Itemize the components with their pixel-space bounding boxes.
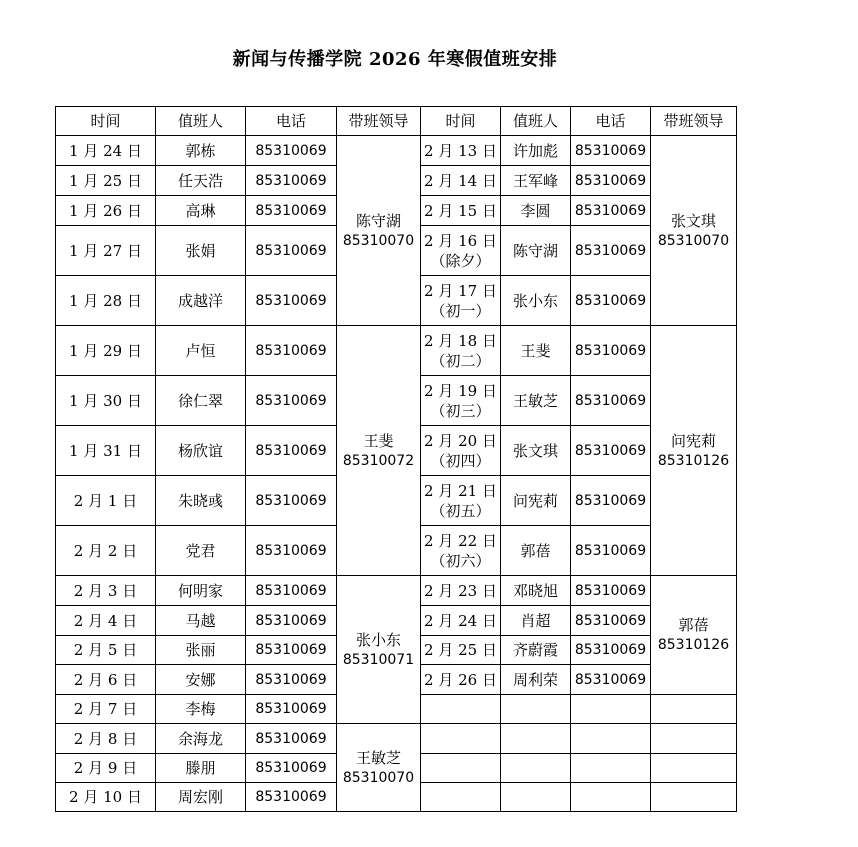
leader-phone: 85310070 [342,232,415,249]
phone-cell: 85310069 [571,376,651,426]
date-cell: 2 月 15 日 [421,196,501,226]
phone-cell: 85310069 [246,376,337,426]
phone-cell: 85310069 [571,326,651,376]
person-cell: 李梅 [156,695,246,724]
table-row [56,326,737,376]
leader-cell [337,136,421,326]
phone-cell: 85310069 [246,426,337,476]
leader-cell [337,576,421,724]
person-cell: 邓晓旭 [501,576,571,606]
person-cell: 张小东 [501,276,571,326]
duty-table [55,106,737,812]
phone-cell: 85310069 [571,636,651,665]
header-cell: 时间 [421,107,501,136]
person-cell: 朱晓彧 [156,476,246,526]
person-cell: 张丽 [156,636,246,665]
empty-cell [571,695,651,724]
date-cell [421,426,501,476]
phone-cell: 85310069 [246,196,337,226]
holiday-note: （初四） [430,451,491,470]
empty-cell [651,783,737,812]
phone-cell: 85310069 [571,136,651,166]
phone-cell: 85310069 [571,426,651,476]
date-cell: 1 月 29 日 [56,326,156,376]
date-text: 2 月 19 日 [424,381,497,400]
date-cell: 2 月 26 日 [421,665,501,695]
leader-name: 王斐 [363,431,394,450]
header-cell: 时间 [56,107,156,136]
person-cell: 何明家 [156,576,246,606]
phone-cell: 85310069 [571,606,651,636]
person-cell: 成越洋 [156,276,246,326]
person-cell: 齐蔚霞 [501,636,571,665]
person-cell: 李圆 [501,196,571,226]
phone-cell: 85310069 [571,476,651,526]
person-cell: 王军峰 [501,166,571,196]
date-cell [421,326,501,376]
date-cell: 1 月 31 日 [56,426,156,476]
phone-cell: 85310069 [246,665,337,695]
leader-cell [651,576,737,695]
person-cell: 徐仁翠 [156,376,246,426]
date-text: 2 月 20 日 [424,431,497,450]
empty-cell [501,724,571,754]
phone-cell: 85310069 [571,226,651,276]
header-cell: 电话 [246,107,337,136]
person-cell: 陈守湖 [501,226,571,276]
phone-cell: 85310069 [246,783,337,812]
date-cell: 1 月 26 日 [56,196,156,226]
header-cell: 带班领导 [651,107,737,136]
empty-cell [421,724,501,754]
person-cell: 王敏芝 [501,376,571,426]
header-cell: 值班人 [501,107,571,136]
phone-cell: 85310069 [246,636,337,665]
phone-cell: 85310069 [246,754,337,783]
person-cell: 滕朋 [156,754,246,783]
person-cell: 杨欣谊 [156,426,246,476]
date-cell: 2 月 8 日 [56,724,156,754]
phone-cell: 85310069 [246,576,337,606]
empty-cell [651,754,737,783]
date-cell [421,526,501,576]
date-cell: 2 月 7 日 [56,695,156,724]
leader-phone: 85310126 [657,452,730,469]
header-row [56,107,737,136]
date-cell: 2 月 25 日 [421,636,501,665]
person-cell: 肖超 [501,606,571,636]
header-cell: 带班领导 [337,107,421,136]
header-cell: 电话 [571,107,651,136]
empty-cell [421,754,501,783]
date-cell: 1 月 25 日 [56,166,156,196]
person-cell: 马越 [156,606,246,636]
date-cell: 2 月 9 日 [56,754,156,783]
phone-cell: 85310069 [571,576,651,606]
leader-name: 问宪莉 [670,431,716,450]
date-cell: 2 月 3 日 [56,576,156,606]
person-cell: 王斐 [501,326,571,376]
person-cell: 任天浩 [156,166,246,196]
header-cell: 值班人 [156,107,246,136]
date-cell: 2 月 2 日 [56,526,156,576]
empty-cell [651,724,737,754]
leader-phone: 85310070 [342,769,415,786]
leader-cell [337,724,421,812]
date-cell: 2 月 13 日 [421,136,501,166]
holiday-note: （除夕） [430,251,491,270]
date-text: 2 月 16 日 [424,231,497,250]
phone-cell: 85310069 [246,226,337,276]
date-text: 2 月 21 日 [424,481,497,500]
person-cell: 安娜 [156,665,246,695]
person-cell: 问宪莉 [501,476,571,526]
date-cell: 1 月 30 日 [56,376,156,426]
date-cell: 2 月 4 日 [56,606,156,636]
date-cell: 2 月 1 日 [56,476,156,526]
empty-cell [571,724,651,754]
date-cell [421,276,501,326]
leader-cell [651,326,737,576]
date-text: 2 月 22 日 [424,531,497,550]
person-cell: 许加彪 [501,136,571,166]
date-text: 2 月 18 日 [424,331,497,350]
phone-cell: 85310069 [246,606,337,636]
leader-phone: 85310071 [342,651,415,668]
empty-cell [501,783,571,812]
phone-cell: 85310069 [246,724,337,754]
date-cell: 1 月 27 日 [56,226,156,276]
phone-cell: 85310069 [571,166,651,196]
person-cell: 余海龙 [156,724,246,754]
date-cell: 2 月 6 日 [56,665,156,695]
date-cell: 2 月 24 日 [421,606,501,636]
date-cell: 1 月 28 日 [56,276,156,326]
leader-phone: 85310070 [657,232,730,249]
date-text: 2 月 17 日 [424,281,497,300]
leader-cell [651,136,737,326]
phone-cell: 85310069 [571,196,651,226]
empty-cell [571,754,651,783]
table-row [56,136,737,166]
date-cell: 2 月 5 日 [56,636,156,665]
holiday-note: （初六） [430,551,491,570]
table-row [56,724,737,754]
phone-cell: 85310069 [246,276,337,326]
person-cell: 郭栋 [156,136,246,166]
phone-cell: 85310069 [246,695,337,724]
holiday-note: （初三） [430,401,491,420]
phone-cell: 85310069 [246,476,337,526]
empty-cell [501,754,571,783]
person-cell: 卢恒 [156,326,246,376]
empty-cell [421,783,501,812]
person-cell: 党君 [156,526,246,576]
date-cell [421,376,501,426]
phone-cell: 85310069 [571,665,651,695]
phone-cell: 85310069 [246,136,337,166]
phone-cell: 85310069 [571,276,651,326]
leader-phone: 85310072 [342,452,415,469]
person-cell: 高琳 [156,196,246,226]
date-cell: 2 月 23 日 [421,576,501,606]
leader-name: 郭蓓 [678,616,709,634]
empty-cell [501,695,571,724]
date-cell: 2 月 14 日 [421,166,501,196]
leader-name: 张小东 [355,630,401,649]
leader-phone: 85310126 [657,637,730,653]
person-cell: 郭蓓 [501,526,571,576]
empty-cell [421,695,501,724]
leader-cell [337,326,421,576]
person-cell: 张娟 [156,226,246,276]
date-cell [421,476,501,526]
phone-cell: 85310069 [571,526,651,576]
table-row [56,576,737,606]
date-cell [421,226,501,276]
leader-name: 王敏芝 [355,748,401,767]
date-cell: 1 月 24 日 [56,136,156,166]
date-cell: 2 月 10 日 [56,783,156,812]
phone-cell: 85310069 [246,326,337,376]
leader-name: 陈守湖 [355,211,401,230]
leader-name: 张文琪 [670,211,716,230]
phone-cell: 85310069 [246,166,337,196]
person-cell: 周利荣 [501,665,571,695]
holiday-note: （初一） [430,301,491,320]
person-cell: 张文琪 [501,426,571,476]
holiday-note: （初五） [430,501,491,520]
page-title: 新闻与传播学院 2026 年寒假值班安排 [232,49,558,70]
holiday-note: （初二） [430,351,491,370]
empty-cell [651,695,737,724]
phone-cell: 85310069 [246,526,337,576]
empty-cell [571,783,651,812]
person-cell: 周宏刚 [156,783,246,812]
